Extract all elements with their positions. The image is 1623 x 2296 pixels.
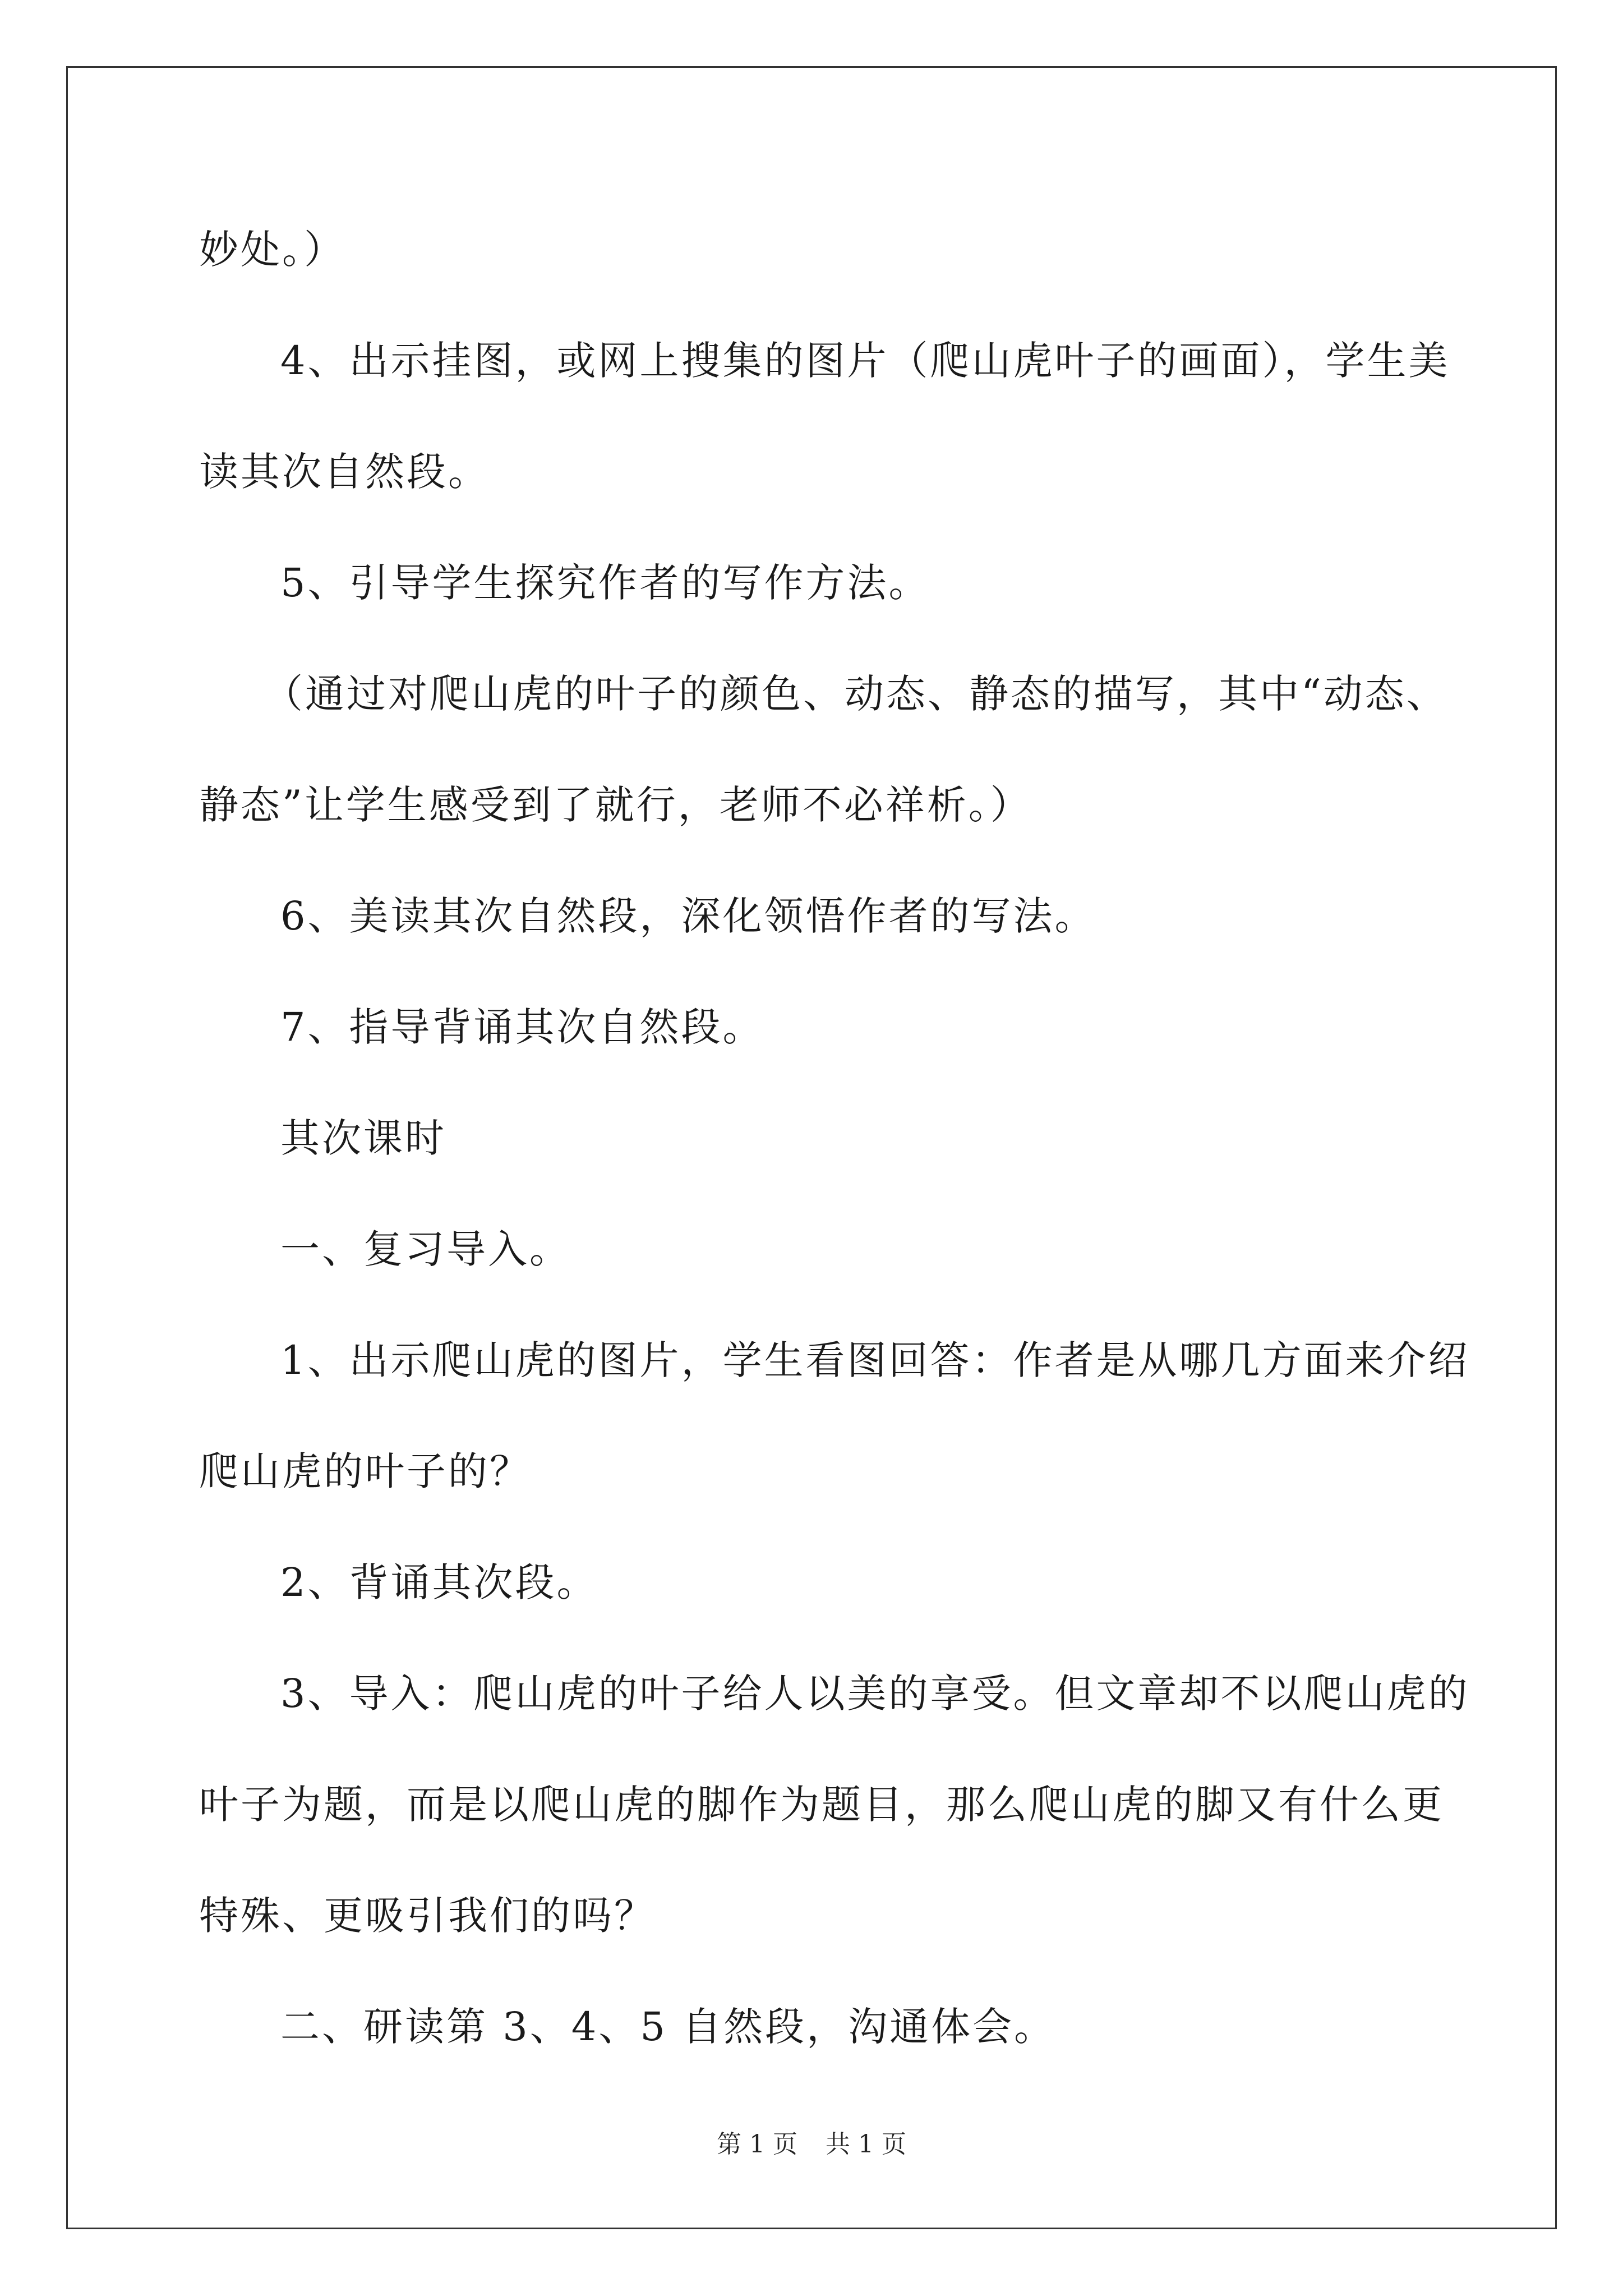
text-line: 读其次自然段。: [199, 449, 490, 495]
text-line: 4、出示挂图，或网上搜集的图片（爬山虎叶子的画面），学生美: [280, 338, 1450, 384]
page-number-total: 共 1 页: [826, 2130, 906, 2159]
page-footer: [0, 2129, 1623, 2160]
text-line: 2、背诵其次段。: [280, 1559, 598, 1605]
text-line: 3、导入：爬山虎的叶子给人以美的享受。但文章却不以爬山虎的: [280, 1671, 1470, 1717]
text-line: 6、美读其次自然段，深化领悟作者的写法。: [280, 893, 1096, 939]
text-line: 爬山虎的叶子的？: [199, 1448, 531, 1494]
text-line: 妙处。）: [199, 227, 345, 273]
text-line: 7、指导背诵其次自然段。: [280, 1004, 764, 1050]
text-line: 叶子为题，而是以爬山虎的脚作为题目，那么爬山虎的脚又有什么更: [199, 1782, 1444, 1828]
section-heading: 其次课时: [280, 1115, 446, 1161]
text-line: 1、出示爬山虎的图片，学生看图回答：作者是从哪几方面来介绍: [280, 1337, 1470, 1383]
text-line: 静态”让学生感受到了就行，老师不必祥析。）: [199, 782, 1032, 828]
text-line: 特殊、更吸引我们的吗？: [199, 1893, 656, 1939]
page-number-current: 第 1 页: [717, 2130, 797, 2159]
text-line: 二、研读第 3、4、5 自然段，沟通体会。: [280, 2004, 1056, 2050]
text-line: （通过对爬山虎的叶子的颜色、动态、静态的描写，其中“动态、: [264, 671, 1448, 717]
text-line: 5、引导学生探究作者的写作方法。: [280, 560, 930, 606]
text-line: 一、复习导入。: [280, 1226, 571, 1272]
